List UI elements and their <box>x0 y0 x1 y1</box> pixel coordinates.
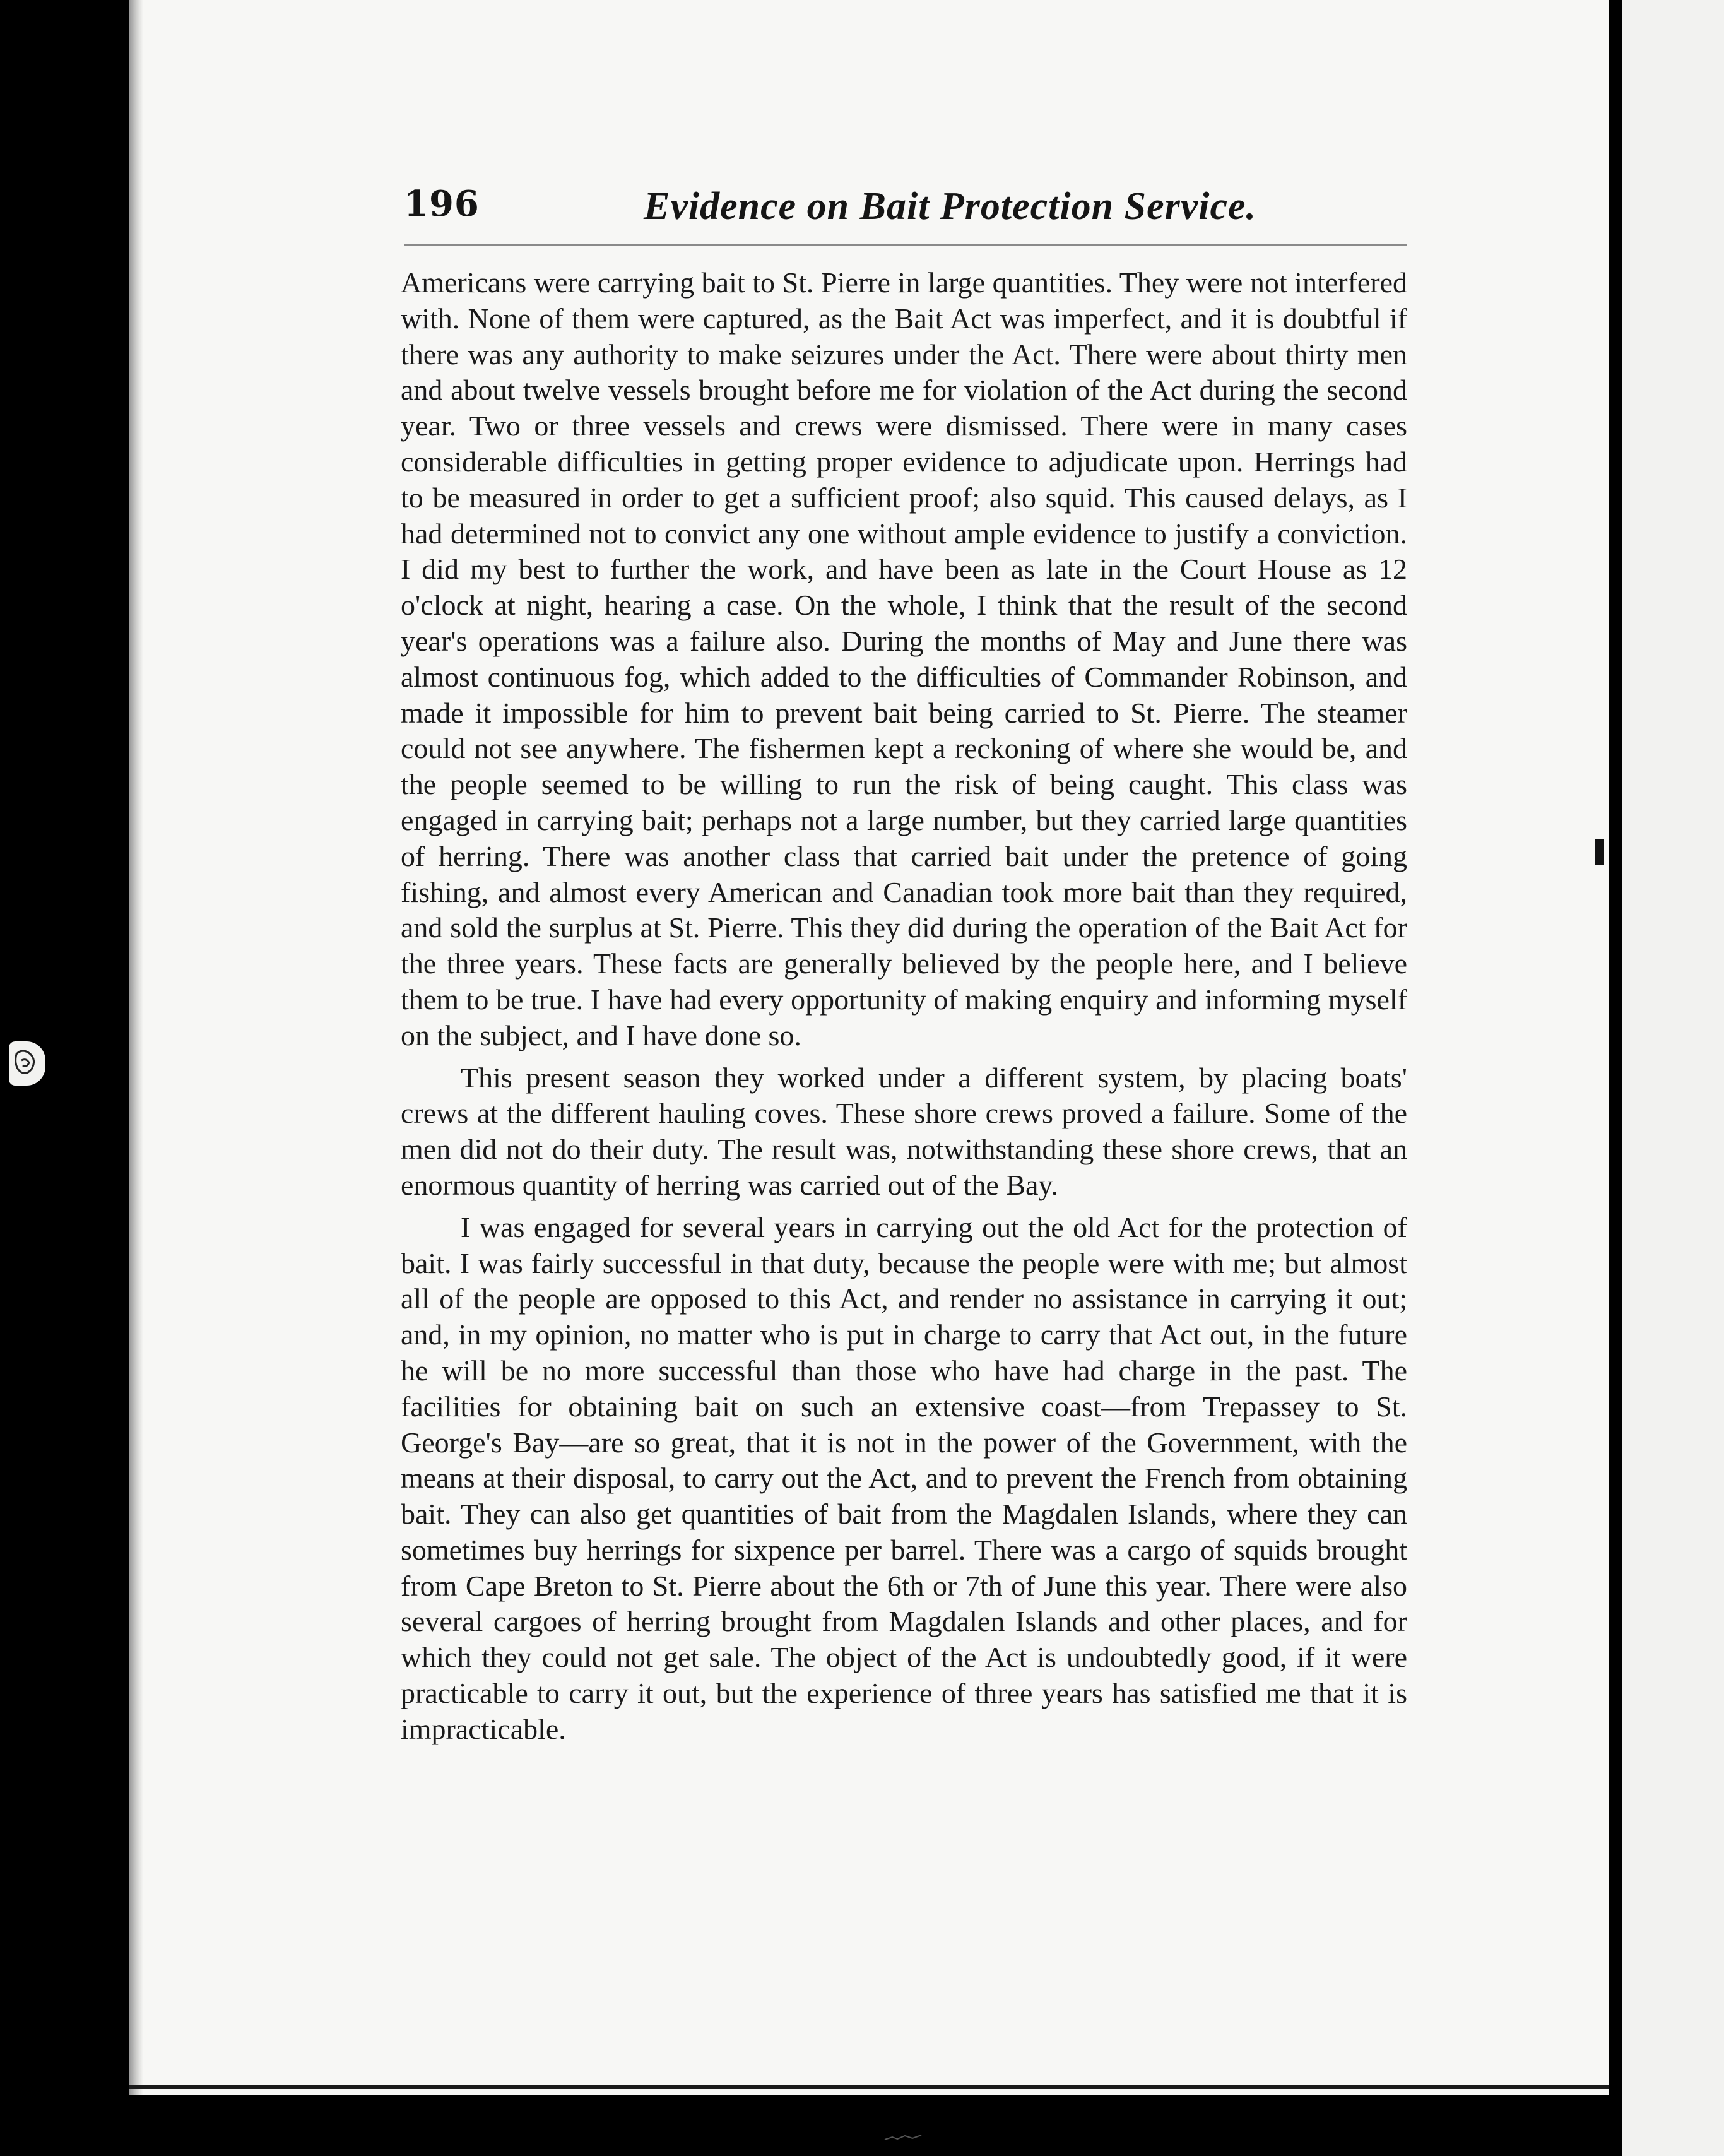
paragraph: I was engaged for several years in carrying out the old Act for the protection of bait. I was fairly successful in that duty, because the people were with me; but almost all of the people are opposed to this Act, and render no assistance in carrying it out; and, in my opinion, no matter who is put in charge to carry that Act out, in the future he will be no more successful than those who have had charge in the past. The facilities for obtaining bait on such an extensive coast—from Trepassey to St. George's Bay—are so great, that it is not in the power of the Government, with the means at their disposal, to carry out the Act, and to prevent the French from obtaining bait. They can also get quantities of bait from the Magdalen Islands, where they can sometimes buy herrings for sixpence per barrel. There was a cargo of squids brought from Cape Breton to St. Pierre about the 6th or 7th of June this year. There were also several cargoes of herring brought from Magdalen Islands and other places, and for which they could not get sale. The object of the Act is undoubtedly good, if it were practicable to carry it out, but the experience of three years has satisfied me that it is impracticable. <box>401 1211 1407 1745</box>
ink-speck-marks <box>883 2133 928 2142</box>
page-edge-band <box>1609 0 1622 2156</box>
page-header <box>404 183 1407 246</box>
page-number: 196 <box>404 183 480 225</box>
header-rule <box>404 244 1407 246</box>
page-bottom-edge <box>129 2085 1609 2089</box>
paragraph: Americans were carrying bait to St. Pierre in large quantities. They were not interfered with. None of them were captured, as the Bait Act was imperfect, and it is doubtful if there was any authority to make seizures under the Act. There were about thirty men and about twelve vessels brought before me for violation of the Act during the second year. Two or three vessels and crews were dismissed. There were in many cases considerable difficulties in getting proper evidence to adjudicate upon. Herrings had to be measured in order to get a sufficient proof; also squid. This caused delays, as I had determined not to convict any one without ample evidence to justify a conviction. I did my best to further the work, and have been as late in the Court House as 12 o'clock at night, hearing a case. On the whole, I think that the result of the second year's operations was a failure also. During the months of May and June there was almost continuous fog, which added to the difficulties of Commander Robinson, and made it impossible for him to prevent bait being carried to St. Pierre. The steamer could not see anywhere. The fishermen kept a reckoning of where she would be, and the people seemed to be willing to run the risk of being caught. This class was engaged in carrying bait; perhaps not a large number, but they carried large quantities of herring. There was another class that carried bait under the pretence of going fishing, and almost every American and Canadian took more bait than they required, and sold the surplus at St. Pierre. This they did during the operation of the Bait Act for the three years. These facts are generally believed by the people here, and I believe them to be true. I have had every opportunity of making enquiry and informing myself on the subject, and I have done so. <box>401 266 1407 1051</box>
binding-shadow <box>129 0 143 2095</box>
edge-mark <box>1595 839 1604 865</box>
paragraph: This present season they worked under a different system, by placing boats' crews at the different hauling coves. These shore crews proved a failure. Some of the men did not do their duty. The result was, notwithstanding these shore crews, that an enormous quantity of herring was carried out of the Bay. <box>401 1061 1407 1201</box>
next-page-strip <box>1622 0 1724 2156</box>
running-title: Evidence on Bait Protection Service. <box>644 185 1257 228</box>
stamp-glyph <box>9 1041 45 1086</box>
page-body <box>401 265 1407 1748</box>
library-stamp-icon <box>9 1041 45 1086</box>
